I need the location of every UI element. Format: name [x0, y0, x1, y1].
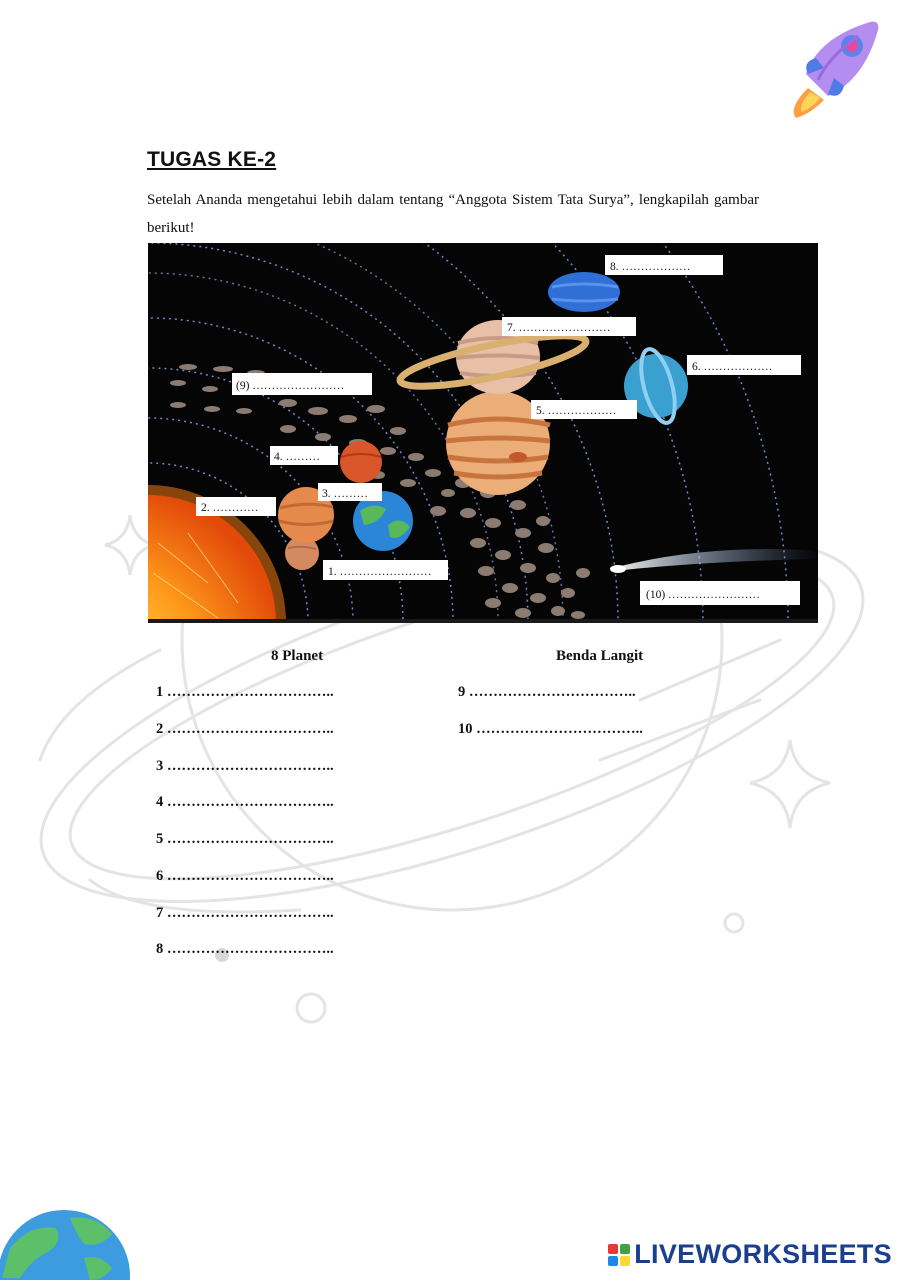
- logo-mark-icon: [608, 1244, 630, 1266]
- label-2: 2. …………: [201, 502, 259, 514]
- mars: [340, 441, 382, 483]
- answer-line-10[interactable]: 10 ……………………………..: [458, 721, 643, 737]
- label-10: (10) ……………………: [646, 589, 761, 601]
- answer-line-6[interactable]: 6 ……………………………..: [156, 868, 334, 884]
- label-4: 4. ………: [274, 451, 320, 463]
- solar-system-diagram: [148, 243, 818, 623]
- label-6: 6. ………………: [692, 361, 773, 373]
- sparkle-right-icon: [750, 740, 830, 828]
- rocket-icon: [788, 18, 884, 122]
- label-9: (9) ……………………: [236, 380, 345, 392]
- worksheet-title: TUGAS KE-2: [147, 148, 277, 171]
- label-5: 5. ………………: [536, 405, 617, 417]
- answer-line-4[interactable]: 4 ……………………………..: [156, 794, 334, 810]
- liveworksheets-logo: [608, 1239, 892, 1270]
- earth-decoration-icon: [0, 1188, 130, 1280]
- label-1: 1. ……………………: [328, 566, 432, 578]
- logo-text: LIVEWORKSHEETS: [634, 1239, 892, 1269]
- answer-line-8[interactable]: 8 ……………………………..: [156, 941, 334, 957]
- label-7: 7. ……………………: [507, 322, 611, 334]
- answer-line-5[interactable]: 5 ……………………………..: [156, 831, 334, 847]
- answer-line-2[interactable]: 2 ……………………………..: [156, 721, 334, 737]
- answer-line-7[interactable]: 7 ……………………………..: [156, 905, 334, 921]
- answer-line-3[interactable]: 3 ……………………………..: [156, 758, 334, 774]
- label-3: 3. ………: [322, 488, 368, 500]
- planets-column-header: 8 Planet: [271, 648, 324, 664]
- label-8: 8. ………………: [610, 261, 691, 273]
- answer-line-9[interactable]: 9 ……………………………..: [458, 684, 636, 700]
- instruction-text: Setelah Ananda mengetahui lebih dalam tentang “Anggota Sistem Tata Surya”, lengkapilah gambar berikut!: [147, 192, 759, 236]
- neptune: [548, 272, 620, 312]
- celestial-bodies-column-header: Benda Langit: [556, 648, 644, 664]
- answer-line-1[interactable]: 1 ……………………………..: [156, 684, 334, 700]
